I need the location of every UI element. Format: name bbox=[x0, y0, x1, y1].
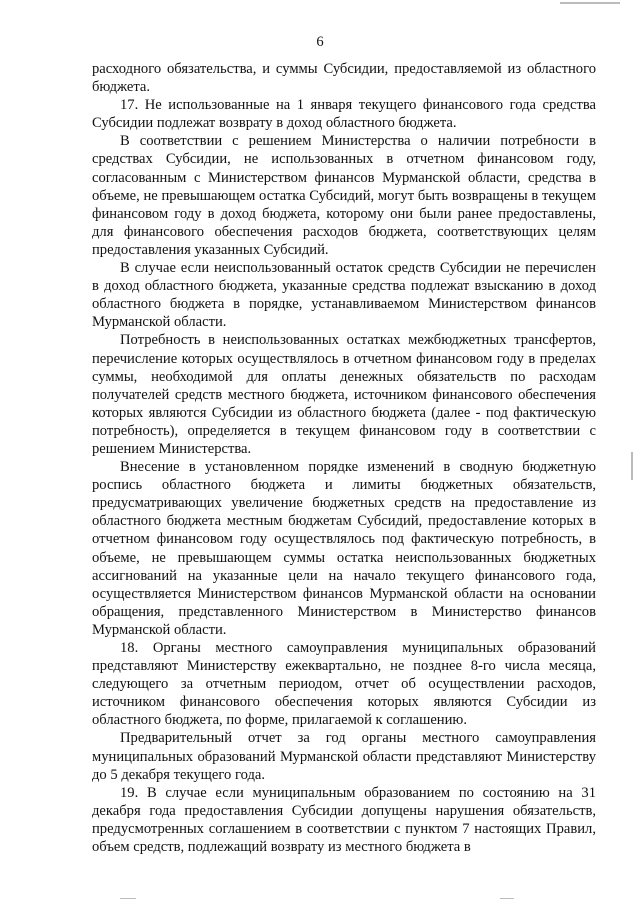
paragraph-item-19: 19. В случае если муниципальным образованием по состоянию на 31 декабря года предоставления Субсидии допущены нарушения обязательств, предусмотренных соглашением в соответствии с пунктом 7 настоящих Правил, объем средств, подлежащий возврату из местного бюджета в bbox=[92, 784, 596, 856]
paragraph-budget-changes: Внесение в установленном порядке изменений в сводную бюджетную роспись областного бюджета и лимиты бюджетных обязательств, предусматривающих увеличение бюджетных средств на предоставление из областного бюджета местным бюджетам Субсидий, предоставление которых в отчетном финансовом году осуществлялось под фактическую потребность, в объеме, не превышающем суммы остатка неиспользованных бюджетных ассигнований на указанные цели на начало текущего финансового года, осуществляется Министерством финансов Мурманской области на основании обращения, представленного Министерством в Министерство финансов Мурманской области. bbox=[92, 459, 596, 638]
scan-artifact-bottom-left bbox=[120, 898, 136, 899]
scan-artifact-bottom-right bbox=[500, 898, 514, 899]
paragraph-item-18: 18. Органы местного самоуправления муниципальных образований представляют Министерству ежеквартально, не позднее 8-го числа месяца, следующего за отчетным периодом, отчет об осуществлении расходов, источником финансового обеспечения которых являются Субсидии из областного бюджета, по форме, прилагаемой к соглашению. bbox=[92, 640, 596, 729]
paragraph-preliminary-report: Предварительный отчет за год органы местного самоуправления муниципальных образований Мурманской области представляют Министерству до 5 декабря текущего года. bbox=[92, 730, 596, 783]
paragraph-continuation: расходного обязательства, и суммы Субсидии, предоставляемой из областного бюджета. bbox=[92, 61, 596, 96]
scan-artifact-top bbox=[560, 2, 620, 4]
document-body bbox=[92, 60, 596, 856]
paragraph-unused-balance-recovery: В случае если неиспользованный остаток средств Субсидии не перечислен в доход областного бюджета, указанные средства подлежат взысканию в доход областного бюджета в порядке, устанавливаемом Министерством финансов Мурманской области. bbox=[92, 260, 596, 331]
paragraph-actual-need: Потребность в неиспользованных остатках межбюджетных трансфертов, перечисление которых осуществлялось в отчетном финансовом году в пределах суммы, необходимой для оплаты денежных обязательств по расходам получателей средств местного бюджета, источником финансового обеспечения которых являются Субсидии из областного бюджета (далее - под фактическую потребность), определяется в текущем финансовом году в соответствии с решением Министерства. bbox=[92, 332, 596, 457]
scan-artifact-right bbox=[631, 452, 633, 480]
page-number: 6 bbox=[316, 34, 324, 50]
paragraph-item-17: 17. Не использованные на 1 января текущего финансового года средства Субсидии подлежат возврату в доход областного бюджета. bbox=[92, 97, 596, 132]
paragraph-subsidy-return-decision: В соответствии с решением Министерства о наличии потребности в средствах Субсидии, не использованных в отчетном финансовом году, согласованным с Министерством финансов Мурманской области, средства в объеме, не превышающем остатка Субсидий, могут быть возвращены в текущем финансовом году в доход бюджета, которому они были ранее предоставлены, для финансового обеспечения расходов бюджета, соответствующих целям предоставления указанных Субсидий. bbox=[92, 133, 596, 258]
